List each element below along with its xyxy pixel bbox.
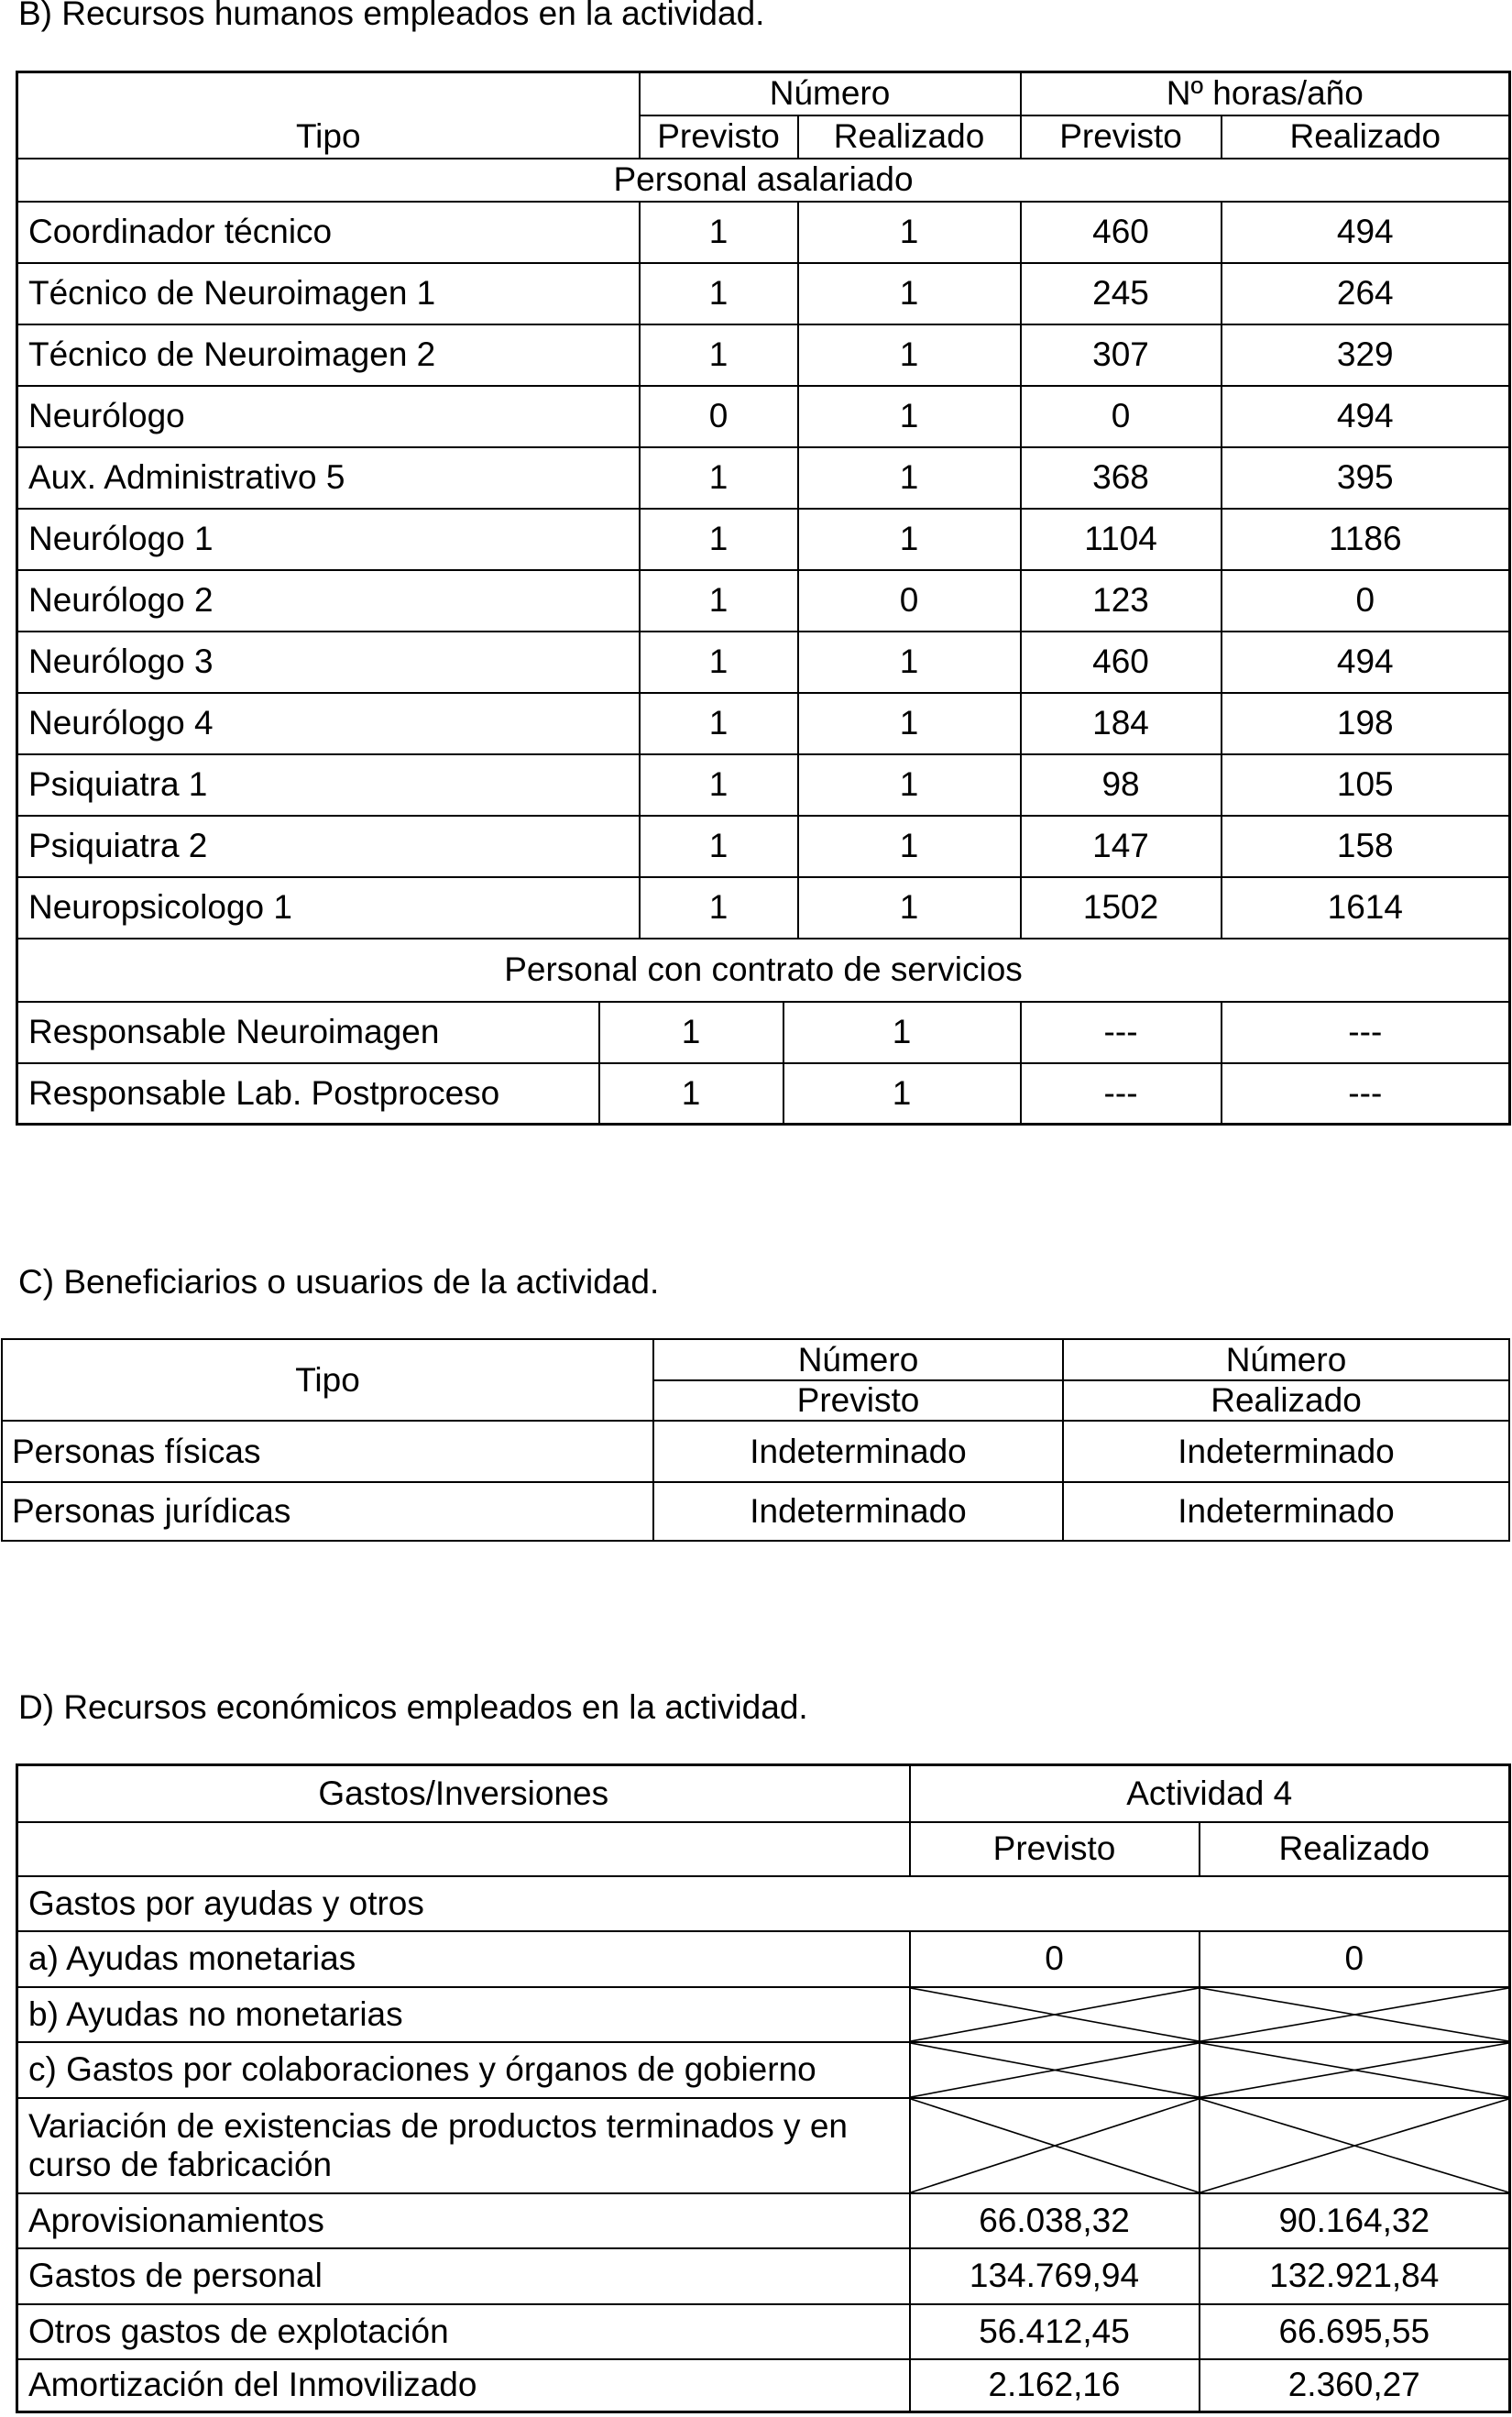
cell-horas-realizado: 1614 [1222, 877, 1510, 939]
cell-numero-previsto: 1 [599, 1002, 783, 1063]
cell-horas-previsto: 1104 [1021, 509, 1222, 570]
cell-numero-previsto: 1 [640, 324, 798, 386]
group-row-personal-asalariado [17, 159, 1510, 202]
crossed-cell-realizado [1200, 2098, 1510, 2193]
cell-previsto: 2.162,16 [910, 2359, 1200, 2412]
table-row [17, 447, 1510, 509]
header-horas: Nº horas/año [1021, 72, 1510, 115]
cell-numero-realizado: 1 [798, 202, 1021, 263]
table-row [17, 1063, 1510, 1125]
beneficiarios-table [1, 1338, 1510, 1542]
table-row [17, 324, 1510, 386]
cell-numero-previsto: 1 [640, 570, 798, 632]
group-row-gastos-ayudas [17, 1876, 1510, 1931]
cell-realizado: 66.695,55 [1200, 2304, 1510, 2359]
cell-tipo: Personas físicas [2, 1421, 653, 1482]
cell-numero-realizado: 1 [798, 632, 1021, 693]
recursos-economicos-table [16, 1763, 1511, 2413]
crossed-cell-previsto [910, 2042, 1200, 2098]
header-previsto: Previsto [653, 1380, 1063, 1421]
table-row [17, 509, 1510, 570]
table-row [2, 1482, 1509, 1541]
cross-mark-icon [1200, 2099, 1509, 2192]
cell-previsto: 134.769,94 [910, 2248, 1200, 2304]
cell-numero-previsto: 1 [640, 754, 798, 816]
cell-realizado: 0 [1200, 1931, 1510, 1987]
cell-previsto: Indeterminado [653, 1421, 1063, 1482]
table-row [17, 570, 1510, 632]
cell-tipo: Responsable Neuroimagen [17, 1002, 599, 1063]
header-numero-realizado: Realizado [798, 115, 1021, 159]
cell-tipo: Psiquiatra 2 [17, 816, 640, 877]
header-row [17, 1765, 1510, 1822]
header-tipo: Tipo [2, 1339, 653, 1421]
header-numero: Número [640, 72, 1021, 115]
header-numero: Número [1063, 1339, 1509, 1380]
cell-numero-realizado: 0 [798, 570, 1021, 632]
table-row [17, 386, 1510, 447]
cell-concepto: c) Gastos por colaboraciones y órganos de gobierno [17, 2042, 910, 2098]
header-numero: Número [653, 1339, 1063, 1380]
group-label: Personal con contrato de servicios [17, 939, 1510, 1002]
header-horas-previsto: Previsto [1021, 115, 1222, 159]
cell-horas-realizado: 494 [1222, 202, 1510, 263]
cell-numero-previsto: 1 [640, 447, 798, 509]
crossed-cell-realizado [1200, 2042, 1510, 2098]
header-row [17, 1822, 1510, 1876]
header-numero-previsto: Previsto [640, 115, 798, 159]
cell-horas-realizado: --- [1222, 1063, 1510, 1125]
table-row [2, 1421, 1509, 1482]
cell-concepto: b) Ayudas no monetarias [17, 1987, 910, 2042]
cross-mark-icon [911, 2099, 1199, 2192]
group-label: Gastos por ayudas y otros [17, 1876, 1510, 1931]
cell-tipo: Neurólogo 4 [17, 693, 640, 754]
cell-horas-previsto: 98 [1021, 754, 1222, 816]
cell-tipo: Neuropsicologo 1 [17, 877, 640, 939]
cell-horas-realizado: --- [1222, 1002, 1510, 1063]
cell-numero-previsto: 0 [640, 386, 798, 447]
group-label: Personal asalariado [17, 159, 1510, 202]
cell-tipo: Personas jurídicas [2, 1482, 653, 1541]
cell-tipo: Técnico de Neuroimagen 2 [17, 324, 640, 386]
cell-numero-previsto: 1 [640, 693, 798, 754]
cell-numero-realizado: 1 [798, 754, 1021, 816]
cell-realizado: Indeterminado [1063, 1421, 1509, 1482]
header-realizado: Realizado [1200, 1822, 1510, 1876]
header-previsto: Previsto [910, 1822, 1200, 1876]
cell-realizado: 90.164,32 [1200, 2193, 1510, 2248]
cell-horas-previsto: 123 [1021, 570, 1222, 632]
cell-numero-realizado: 1 [798, 386, 1021, 447]
table-row [17, 1987, 1510, 2042]
table-row [17, 2359, 1510, 2412]
header-row [2, 1339, 1509, 1380]
table-row [17, 693, 1510, 754]
table-row [17, 2042, 1510, 2098]
cell-previsto: 66.038,32 [910, 2193, 1200, 2248]
cell-numero-previsto: 1 [640, 263, 798, 324]
cell-horas-previsto: 307 [1021, 324, 1222, 386]
cell-realizado: Indeterminado [1063, 1482, 1509, 1541]
table-row [17, 816, 1510, 877]
section-b-title: B) Recursos humanos empleados en la actividad. [18, 0, 765, 32]
header-tipo: Tipo [17, 72, 640, 159]
cell-numero-realizado: 1 [798, 693, 1021, 754]
table-row [17, 202, 1510, 263]
header-empty-cell [17, 1822, 910, 1876]
cell-horas-previsto: 0 [1021, 386, 1222, 447]
cell-numero-previsto: 1 [640, 816, 798, 877]
section-d-title: D) Recursos económicos empleados en la actividad. [18, 1688, 808, 1726]
cell-previsto: 56.412,45 [910, 2304, 1200, 2359]
cell-previsto: Indeterminado [653, 1482, 1063, 1541]
cell-horas-realizado: 494 [1222, 386, 1510, 447]
cell-horas-previsto: 1502 [1021, 877, 1222, 939]
cell-numero-realizado: 1 [798, 263, 1021, 324]
cross-mark-icon [911, 2043, 1199, 2097]
cross-mark-icon [1200, 1988, 1509, 2041]
cross-mark-icon [1200, 2043, 1509, 2097]
table-row [17, 2304, 1510, 2359]
cell-tipo: Coordinador técnico [17, 202, 640, 263]
table-row [17, 1931, 1510, 1987]
cell-numero-previsto: 1 [640, 509, 798, 570]
table-row [17, 1002, 1510, 1063]
cell-horas-realizado: 494 [1222, 632, 1510, 693]
cell-numero-realizado: 1 [783, 1063, 1021, 1125]
cell-numero-previsto: 1 [640, 877, 798, 939]
cell-tipo: Responsable Lab. Postproceso [17, 1063, 599, 1125]
cell-tipo: Neurólogo 2 [17, 570, 640, 632]
table-row [17, 2098, 1510, 2193]
cell-concepto: Variación de existencias de productos terminados y en curso de fabricación [17, 2098, 910, 2193]
cell-tipo: Neurólogo 1 [17, 509, 640, 570]
section-c-title: C) Beneficiarios o usuarios de la actividad. [18, 1263, 660, 1301]
cell-numero-realizado: 1 [798, 816, 1021, 877]
cell-concepto: Amortización del Inmovilizado [17, 2359, 910, 2412]
cell-horas-realizado: 158 [1222, 816, 1510, 877]
cell-tipo: Aux. Administrativo 5 [17, 447, 640, 509]
cell-horas-previsto: --- [1021, 1063, 1222, 1125]
cell-horas-previsto: 460 [1021, 632, 1222, 693]
cell-concepto: Gastos de personal [17, 2248, 910, 2304]
cell-concepto: Otros gastos de explotación [17, 2304, 910, 2359]
table-row [17, 877, 1510, 939]
cell-tipo: Técnico de Neuroimagen 1 [17, 263, 640, 324]
cell-horas-realizado: 0 [1222, 570, 1510, 632]
table-row [17, 2248, 1510, 2304]
cell-horas-previsto: 147 [1021, 816, 1222, 877]
cell-realizado: 132.921,84 [1200, 2248, 1510, 2304]
crossed-cell-previsto [910, 1987, 1200, 2042]
header-actividad: Actividad 4 [910, 1765, 1510, 1822]
cell-horas-previsto: 368 [1021, 447, 1222, 509]
cell-realizado: 2.360,27 [1200, 2359, 1510, 2412]
cell-numero-realizado: 1 [798, 877, 1021, 939]
table-row [17, 263, 1510, 324]
cell-numero-realizado: 1 [798, 509, 1021, 570]
cross-mark-icon [911, 1988, 1199, 2041]
cell-horas-realizado: 198 [1222, 693, 1510, 754]
header-row [17, 72, 1510, 115]
cell-numero-previsto: 1 [640, 632, 798, 693]
header-realizado: Realizado [1063, 1380, 1509, 1421]
crossed-cell-realizado [1200, 1987, 1510, 2042]
cell-horas-realizado: 329 [1222, 324, 1510, 386]
cell-previsto: 0 [910, 1931, 1200, 1987]
recursos-humanos-table [16, 71, 1511, 1126]
header-horas-realizado: Realizado [1222, 115, 1510, 159]
header-gastos-inversiones: Gastos/Inversiones [17, 1765, 910, 1822]
table-row [17, 754, 1510, 816]
group-row-personal-contrato [17, 939, 1510, 1002]
cell-horas-previsto: 245 [1021, 263, 1222, 324]
cell-horas-previsto: 184 [1021, 693, 1222, 754]
cell-tipo: Neurólogo 3 [17, 632, 640, 693]
cell-numero-realizado: 1 [798, 447, 1021, 509]
cell-numero-realizado: 1 [798, 324, 1021, 386]
cell-horas-realizado: 264 [1222, 263, 1510, 324]
cell-horas-realizado: 1186 [1222, 509, 1510, 570]
cell-numero-previsto: 1 [599, 1063, 783, 1125]
table-row [17, 632, 1510, 693]
crossed-cell-previsto [910, 2098, 1200, 2193]
cell-concepto: a) Ayudas monetarias [17, 1931, 910, 1987]
cell-numero-realizado: 1 [783, 1002, 1021, 1063]
cell-numero-previsto: 1 [640, 202, 798, 263]
cell-horas-realizado: 395 [1222, 447, 1510, 509]
cell-horas-previsto: 460 [1021, 202, 1222, 263]
cell-tipo: Psiquiatra 1 [17, 754, 640, 816]
cell-horas-previsto: --- [1021, 1002, 1222, 1063]
cell-concepto: Aprovisionamientos [17, 2193, 910, 2248]
cell-horas-realizado: 105 [1222, 754, 1510, 816]
table-row [17, 2193, 1510, 2248]
cell-tipo: Neurólogo [17, 386, 640, 447]
